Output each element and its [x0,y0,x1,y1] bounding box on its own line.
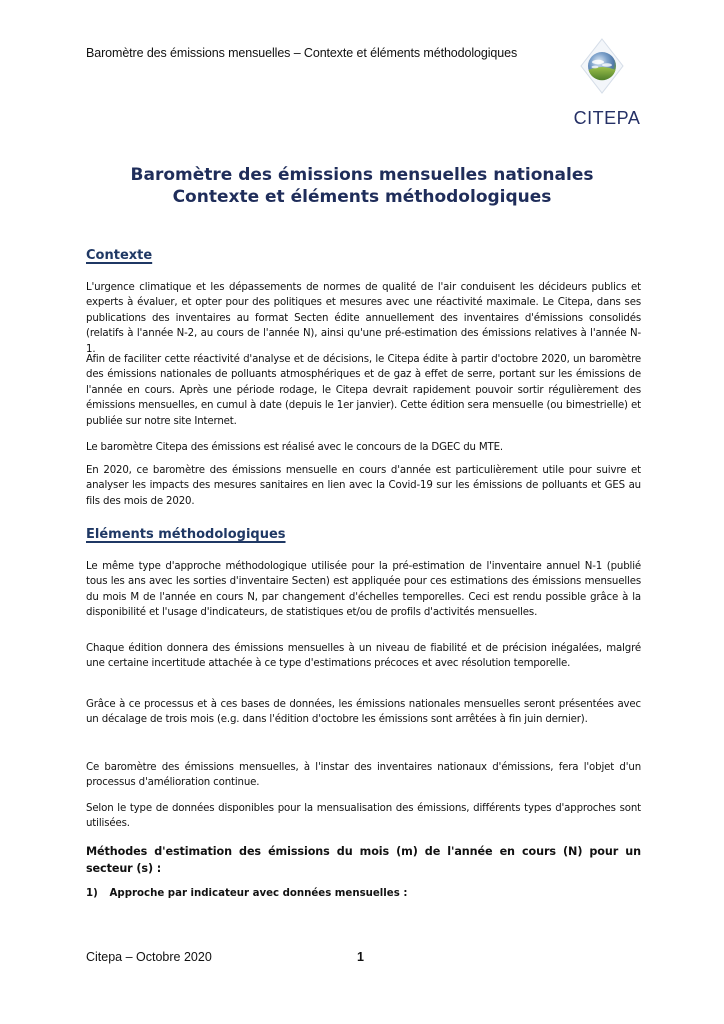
section-heading-elements-methodologiques: Eléments méthodologiques [86,527,286,542]
paragraph: Afin de faciliter cette réactivité d'analyse et de décisions, le Citepa édite à partir d'octobre 2020, un baromètre des émissions nationales de polluants atmosphériques et de gaz à effet de serre, portant sur les émissions de l'année en cours. Après une période rodage, le Citepa devrait rapidement pouvoir sortir régulièrement des émissions mensuelles, en cumul à date (depuis le 1er janvier). Cette édition sera mensuelle (ou bimestrielle) et publiée sur notre site Internet. [86,354,641,427]
list-item-number: 1) [86,888,98,899]
paragraph: En 2020, ce baromètre des émissions mensuelle en cours d'année est particulièrement utile pour suivre et analyser les impacts des mesures sanitaires en lien avec la Covid-19 sur les émissions de polluants et GES au fils des mois de 2020. [86,465,641,507]
footer-text: Citepa – Octobre 2020 [86,950,212,964]
paragraph: Grâce à ce processus et à ces bases de données, les émissions nationales mensuelles seront présentées avec un décalage de trois mois (e.g. dans l'édition d'octobre les émissions sont arrêtées à fin juin dernier). [86,699,641,726]
list-item-label: Approche par indicateur avec données mensuelles : [109,888,408,899]
page-number: 1 [357,950,364,964]
paragraph: Chaque édition donnera des émissions mensuelles à un niveau de fiabilité et de précision inégalées, malgré une certaine incertitude attachée à ce type d'estimations précoces et avec résolution temporelle. [86,643,641,670]
paragraph: L'urgence climatique et les dépassements de normes de qualité de l'air conduisent les décideurs publics et experts à évaluer, et opter pour des politiques et mesures avec une réactivité maximale. Le Citepa, dans ses publications des inventaires au format Secten édite annuellement des inventaires d'émissions consolidés (relatifs à l'année N-2, au cours de l'année N), ainsi qu'une pré-estimation des émissions relatives à l'année N-1. [86,282,641,355]
citepa-logo [560,34,650,126]
section-heading-contexte: Contexte [86,248,153,263]
methods-subheading: Méthodes d'estimation des émissions du mois (m) de l'année en cours (N) pour un secteur (s) : [86,845,641,875]
paragraph: Le baromètre Citepa des émissions est réalisé avec le concours de la DGEC du MTE. [86,442,504,453]
paragraph: Ce baromètre des émissions mensuelles, à l'instar des inventaires nationaux d'émissions, fera l'objet d'un processus d'amélioration continue. [86,762,641,789]
running-header: Baromètre des émissions mensuelles – Contexte et éléments méthodologiques [86,46,518,60]
paragraph: Selon le type de données disponibles pour la mensualisation des émissions, différents types d'approches sont utilisées. [86,803,641,830]
list-item [86,888,407,899]
logo-text: CITEPA [573,108,641,128]
title-line-1: Baromètre des émissions mensuelles nationales [130,165,594,185]
paragraph: Le même type d'approche méthodologique utilisée pour la pré-estimation de l'inventaire annuel N-1 (publié tous les ans avec les sorties d'inventaire Secten) est appliquée pour ces estimations des émissions mensuelles du mois M de l'année en cours N, par changement d'échelles temporelles. Ceci est rendu possible grâce à la disponibilité et l'usage d'indicateurs, de statistiques et/ou de profils d'activités mensuelles. [86,561,641,619]
title-line-2: Contexte et éléments méthodologiques [172,187,552,207]
document-title [0,164,724,208]
citepa-globe-diamond-icon [580,38,624,94]
